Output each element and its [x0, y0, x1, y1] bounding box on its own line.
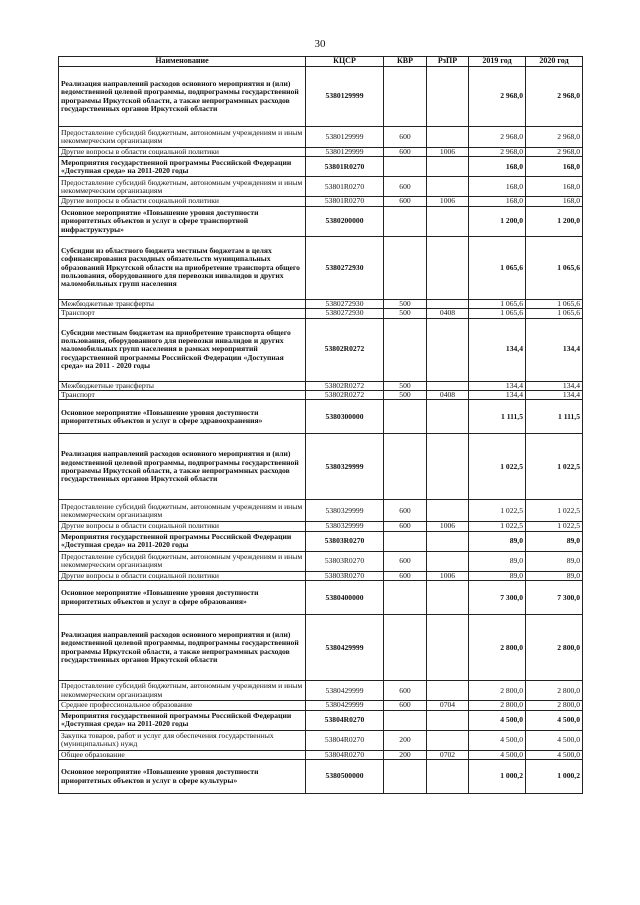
cell-kvr: 200	[384, 730, 427, 750]
cell-kvr: 600	[384, 197, 427, 206]
cell-2019: 2 800,0	[469, 681, 526, 701]
table-row	[59, 157, 583, 177]
table-row	[59, 701, 583, 710]
header-name: Наименование	[59, 57, 306, 67]
budget-table	[58, 56, 583, 794]
cell-rzpr: 1006	[427, 148, 469, 157]
table-row	[59, 581, 583, 615]
cell-name: Мероприятия государственной программы Российской Федерации «Доступная среда» на 2011-2020 годы	[59, 710, 306, 730]
cell-name: Субсидии из областного бюджета местным бюджетам в целях софинансирования расходных обязательств муниципальных образований Иркутской области на приобретение транспорта общего пользования, оборудованного для перевозки инвалидов и других маломобильных групп населения	[59, 236, 306, 299]
cell-name: Предоставление субсидий бюджетным, автономным учреждениям и иным некоммерческим организациям	[59, 551, 306, 571]
cell-kcsr: 5380429999	[306, 615, 384, 681]
cell-2019: 1 022,5	[469, 434, 526, 500]
cell-2019: 134,4	[469, 391, 526, 400]
cell-kvr: 600	[384, 127, 427, 148]
table-row	[59, 500, 583, 522]
cell-2019: 1 065,6	[469, 236, 526, 299]
cell-kcsr: 5380429999	[306, 701, 384, 710]
cell-name: Другие вопросы в области социальной политики	[59, 197, 306, 206]
cell-2019: 168,0	[469, 177, 526, 197]
cell-kcsr: 53803R0270	[306, 551, 384, 571]
cell-2019: 1 022,5	[469, 522, 526, 531]
cell-kcsr: 5380129999	[306, 148, 384, 157]
table-row	[59, 400, 583, 434]
cell-rzpr	[427, 434, 469, 500]
cell-rzpr	[427, 206, 469, 236]
cell-2019: 1 200,0	[469, 206, 526, 236]
cell-2019: 1 000,2	[469, 760, 526, 794]
cell-2020: 134,4	[526, 318, 583, 381]
cell-2020: 168,0	[526, 157, 583, 177]
cell-kvr	[384, 710, 427, 730]
cell-name: Субсидии местным бюджетам на приобретение транспорта общего пользования, оборудованного для перевозки инвалидов и других маломобильных групп населения в рамках мероприятий государственной программы Российской Федерации «Доступная среда» на 2011 - 2020 годы	[59, 318, 306, 381]
cell-2020: 1 065,6	[526, 299, 583, 308]
cell-kvr	[384, 318, 427, 381]
cell-kvr: 600	[384, 148, 427, 157]
cell-kvr: 600	[384, 522, 427, 531]
cell-kvr: 600	[384, 551, 427, 571]
cell-kvr	[384, 581, 427, 615]
cell-kvr: 600	[384, 701, 427, 710]
cell-rzpr	[427, 236, 469, 299]
cell-kcsr: 53801R0270	[306, 157, 384, 177]
cell-name: Закупка товаров, работ и услуг для обеспечения государственных (муниципальных) нужд	[59, 730, 306, 750]
cell-rzpr	[427, 710, 469, 730]
cell-name: Другие вопросы в области социальной политики	[59, 148, 306, 157]
table-row	[59, 571, 583, 580]
cell-kvr: 500	[384, 299, 427, 308]
table-row	[59, 318, 583, 381]
cell-rzpr: 1006	[427, 197, 469, 206]
cell-name: Межбюджетные трансферты	[59, 381, 306, 390]
cell-rzpr: 0702	[427, 750, 469, 759]
page-number: 30	[314, 38, 326, 50]
table-row	[59, 236, 583, 299]
cell-kcsr: 53804R0270	[306, 710, 384, 730]
cell-kcsr: 53803R0270	[306, 571, 384, 580]
table-row	[59, 434, 583, 500]
cell-2020: 134,4	[526, 381, 583, 390]
cell-kcsr: 53804R0270	[306, 730, 384, 750]
cell-2020: 89,0	[526, 571, 583, 580]
cell-2020: 4 500,0	[526, 730, 583, 750]
table-row	[59, 127, 583, 148]
cell-name: Предоставление субсидий бюджетным, автономным учреждениям и иным некоммерческим организациям	[59, 177, 306, 197]
cell-2020: 1 000,2	[526, 760, 583, 794]
header-2019: 2019 год	[469, 57, 526, 67]
cell-kcsr: 5380200000	[306, 206, 384, 236]
cell-kcsr: 5380272930	[306, 309, 384, 318]
cell-2019: 89,0	[469, 531, 526, 551]
cell-2019: 168,0	[469, 197, 526, 206]
cell-2019: 2 968,0	[469, 127, 526, 148]
cell-kvr: 500	[384, 381, 427, 390]
cell-name: Другие вопросы в области социальной политики	[59, 571, 306, 580]
table-row	[59, 760, 583, 794]
cell-kcsr: 5380400000	[306, 581, 384, 615]
cell-rzpr	[427, 615, 469, 681]
cell-2020: 1 065,6	[526, 309, 583, 318]
cell-rzpr	[427, 681, 469, 701]
cell-2020: 7 300,0	[526, 581, 583, 615]
cell-rzpr	[427, 531, 469, 551]
cell-kcsr: 53802R0272	[306, 381, 384, 390]
cell-2019: 2 800,0	[469, 701, 526, 710]
header-rzpr: РзПР	[427, 57, 469, 67]
cell-kvr	[384, 531, 427, 551]
cell-kvr	[384, 67, 427, 127]
table-row	[59, 710, 583, 730]
cell-2019: 2 968,0	[469, 67, 526, 127]
cell-kvr: 600	[384, 571, 427, 580]
cell-2019: 1 065,6	[469, 309, 526, 318]
cell-kvr	[384, 434, 427, 500]
table-body	[59, 67, 583, 794]
cell-rzpr: 1006	[427, 522, 469, 531]
cell-kcsr: 5380129999	[306, 67, 384, 127]
cell-rzpr	[427, 730, 469, 750]
cell-rzpr	[427, 318, 469, 381]
cell-name: Транспорт	[59, 309, 306, 318]
cell-kvr	[384, 206, 427, 236]
cell-kvr	[384, 615, 427, 681]
table-row	[59, 206, 583, 236]
cell-2020: 89,0	[526, 551, 583, 571]
cell-2019: 89,0	[469, 551, 526, 571]
header-kvr: КВР	[384, 57, 427, 67]
cell-2020: 1 111,5	[526, 400, 583, 434]
header-2020: 2020 год	[526, 57, 583, 67]
cell-kvr: 500	[384, 391, 427, 400]
cell-2019: 89,0	[469, 571, 526, 580]
cell-2020: 2 800,0	[526, 615, 583, 681]
table-row	[59, 197, 583, 206]
cell-2020: 168,0	[526, 197, 583, 206]
cell-2020: 1 022,5	[526, 522, 583, 531]
cell-rzpr	[427, 127, 469, 148]
cell-kcsr: 53803R0270	[306, 531, 384, 551]
cell-name: Основное мероприятие «Повышение уровня доступности приоритетных объектов и услуг в сфере транспортной инфраструктуры»	[59, 206, 306, 236]
cell-name: Предоставление субсидий бюджетным, автономным учреждениям и иным некоммерческим организациям	[59, 500, 306, 522]
table-row	[59, 615, 583, 681]
table-row	[59, 381, 583, 390]
cell-2019: 2 968,0	[469, 148, 526, 157]
cell-kcsr: 5380129999	[306, 127, 384, 148]
cell-kcsr: 5380329999	[306, 522, 384, 531]
table-row	[59, 177, 583, 197]
cell-2019: 168,0	[469, 157, 526, 177]
cell-kvr	[384, 157, 427, 177]
cell-2020: 2 800,0	[526, 701, 583, 710]
table-row	[59, 67, 583, 127]
cell-2020: 4 500,0	[526, 710, 583, 730]
cell-kcsr: 5380429999	[306, 681, 384, 701]
cell-kvr: 200	[384, 750, 427, 759]
cell-kcsr: 5380329999	[306, 500, 384, 522]
cell-name: Другие вопросы в области социальной политики	[59, 522, 306, 531]
cell-name: Основное мероприятие «Повышение уровня доступности приоритетных объектов и услуг в сфере здравоохранения»	[59, 400, 306, 434]
cell-kcsr: 5380300000	[306, 400, 384, 434]
table-row	[59, 681, 583, 701]
cell-rzpr	[427, 760, 469, 794]
cell-2020: 1 022,5	[526, 434, 583, 500]
cell-kcsr: 5380272930	[306, 299, 384, 308]
cell-2019: 4 500,0	[469, 710, 526, 730]
cell-kcsr: 5380329999	[306, 434, 384, 500]
cell-kcsr: 53801R0270	[306, 177, 384, 197]
cell-kvr: 600	[384, 681, 427, 701]
table-header-row	[59, 57, 583, 67]
cell-kvr	[384, 236, 427, 299]
cell-rzpr	[427, 581, 469, 615]
cell-kcsr: 5380272930	[306, 236, 384, 299]
cell-2020: 2 968,0	[526, 127, 583, 148]
table-row	[59, 148, 583, 157]
table-row	[59, 750, 583, 759]
cell-name: Общее образование	[59, 750, 306, 759]
cell-2020: 1 065,6	[526, 236, 583, 299]
cell-2019: 1 065,6	[469, 299, 526, 308]
cell-rzpr: 0704	[427, 701, 469, 710]
cell-name: Предоставление субсидий бюджетным, автономным учреждениям и иным некоммерческим организациям	[59, 681, 306, 701]
cell-rzpr: 1006	[427, 571, 469, 580]
cell-name: Среднее профессиональное образование	[59, 701, 306, 710]
cell-2019: 1 022,5	[469, 500, 526, 522]
cell-2020: 2 800,0	[526, 681, 583, 701]
cell-kvr: 500	[384, 309, 427, 318]
cell-2019: 134,4	[469, 318, 526, 381]
cell-name: Реализация направлений расходов основного мероприятия и (или) ведомственной целевой программы, подпрограммы государственной программы Иркутской области, а также непрограммных расходов государственных органов Иркутской области	[59, 67, 306, 127]
table-row	[59, 551, 583, 571]
cell-name: Межбюджетные трансферты	[59, 299, 306, 308]
cell-name: Мероприятия государственной программы Российской Федерации «Доступная среда» на 2011-2020 годы	[59, 531, 306, 551]
cell-2020: 89,0	[526, 531, 583, 551]
cell-name: Реализация направлений расходов основного мероприятия и (или) ведомственной целевой программы, подпрограммы государственной программы Иркутской области, а также непрограммных расходов государственных органов Иркутской области	[59, 434, 306, 500]
cell-rzpr	[427, 157, 469, 177]
cell-rzpr: 0408	[427, 309, 469, 318]
cell-2020: 1 022,5	[526, 500, 583, 522]
cell-kcsr: 53802R0272	[306, 318, 384, 381]
cell-kvr: 600	[384, 500, 427, 522]
cell-name: Предоставление субсидий бюджетным, автономным учреждениям и иным некоммерческим организациям	[59, 127, 306, 148]
table-row	[59, 531, 583, 551]
cell-kcsr: 53801R0270	[306, 197, 384, 206]
cell-2020: 168,0	[526, 177, 583, 197]
cell-2019: 7 300,0	[469, 581, 526, 615]
table-row	[59, 391, 583, 400]
header-kcsr: КЦСР	[306, 57, 384, 67]
cell-2020: 134,4	[526, 391, 583, 400]
cell-2020: 2 968,0	[526, 148, 583, 157]
cell-rzpr: 0408	[427, 391, 469, 400]
cell-name: Основное мероприятие «Повышение уровня доступности приоритетных объектов и услуг в сфере культуры»	[59, 760, 306, 794]
cell-kvr	[384, 760, 427, 794]
cell-rzpr	[427, 500, 469, 522]
cell-2019: 4 500,0	[469, 730, 526, 750]
cell-name: Основное мероприятие «Повышение уровня доступности приоритетных объектов и услуг в сфере образования»	[59, 581, 306, 615]
cell-rzpr	[427, 551, 469, 571]
cell-name: Мероприятия государственной программы Российской Федерации «Доступная среда» на 2011-2020 годы	[59, 157, 306, 177]
cell-2019: 4 500,0	[469, 750, 526, 759]
table-row	[59, 522, 583, 531]
cell-kcsr: 53804R0270	[306, 750, 384, 759]
cell-2019: 134,4	[469, 381, 526, 390]
cell-kcsr: 53802R0272	[306, 391, 384, 400]
cell-kcsr: 5380500000	[306, 760, 384, 794]
cell-2020: 4 500,0	[526, 750, 583, 759]
cell-kvr: 600	[384, 177, 427, 197]
table-row	[59, 309, 583, 318]
cell-rzpr	[427, 177, 469, 197]
cell-2020: 2 968,0	[526, 67, 583, 127]
cell-rzpr	[427, 67, 469, 127]
cell-name: Реализация направлений расходов основного мероприятия и (или) ведомственной целевой программы, подпрограммы государственной программы Иркутской области, а также непрограммных расходов государственных органов Иркутской области	[59, 615, 306, 681]
cell-kvr	[384, 400, 427, 434]
cell-2019: 1 111,5	[469, 400, 526, 434]
table-row	[59, 730, 583, 750]
cell-rzpr	[427, 400, 469, 434]
cell-name: Транспорт	[59, 391, 306, 400]
cell-2019: 2 800,0	[469, 615, 526, 681]
cell-2020: 1 200,0	[526, 206, 583, 236]
